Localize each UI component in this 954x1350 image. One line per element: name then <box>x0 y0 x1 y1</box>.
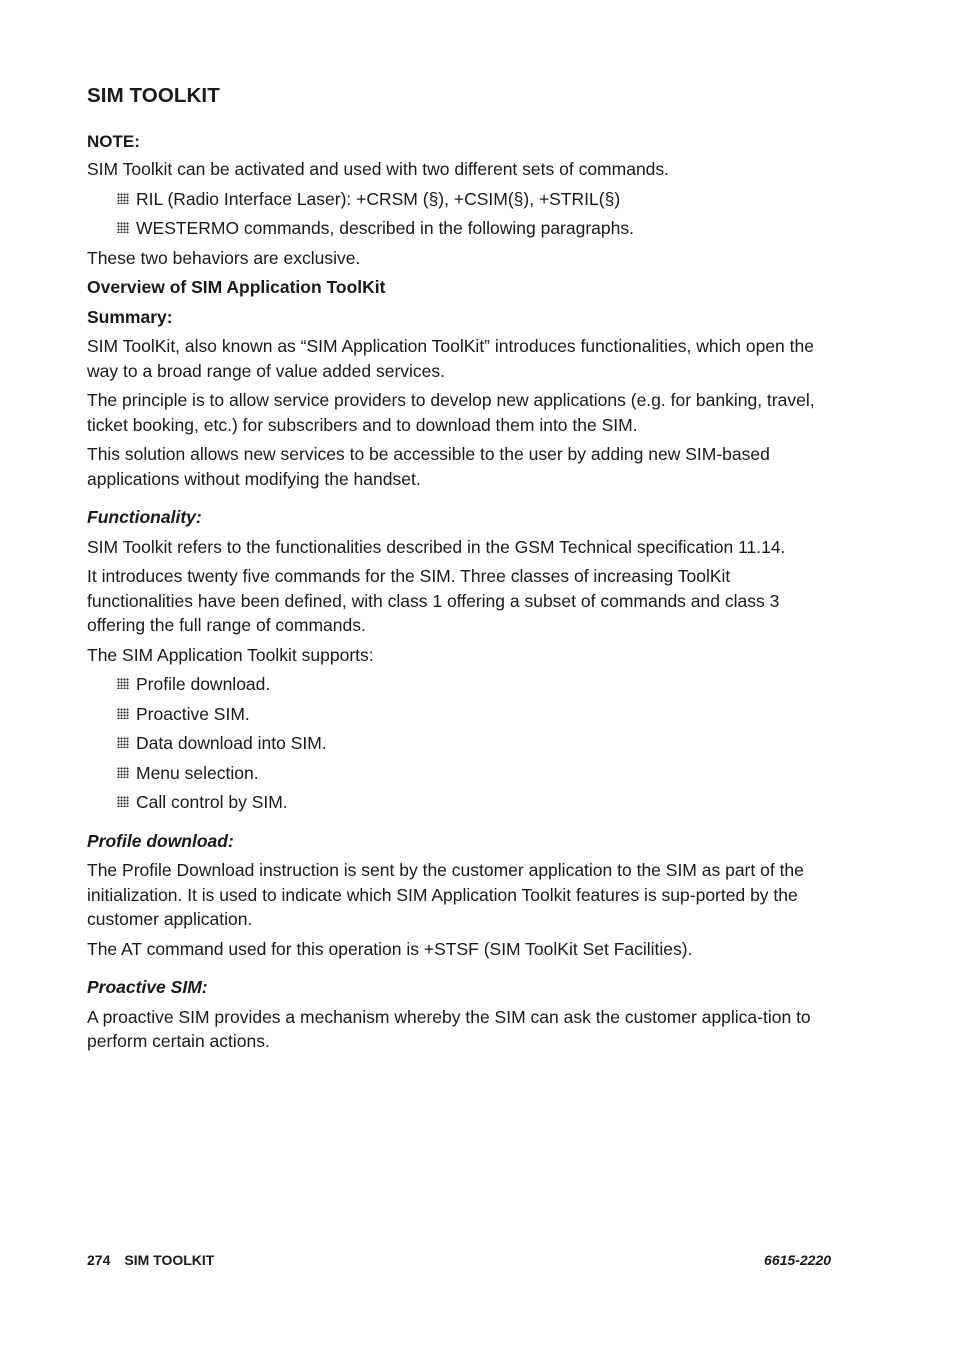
bullet-icon <box>117 222 129 233</box>
summary-paragraph: This solution allows new services to be accessible to the user by adding new SIM-based applications without modifying the handset. <box>87 444 770 489</box>
bullet-icon <box>117 796 129 807</box>
note-outro: These two behaviors are exclusive. <box>87 247 361 268</box>
section-title: SIM TOOLKIT <box>87 84 220 107</box>
bullet-icon <box>117 708 129 719</box>
list-item: Data download into SIM. <box>117 731 827 756</box>
functionality-paragraph: It introduces twenty five commands for the SIM. Three classes of increasing ToolKit functionalities have been defined, with class 1 offering a subset of commands and class 3 offering the full range of commands. <box>87 566 780 635</box>
profile-download-paragraph: The AT command used for this operation is +STSF (SIM ToolKit Set Facilities). <box>87 938 693 959</box>
list-item: Call control by SIM. <box>117 790 827 815</box>
note-intro: SIM Toolkit can be activated and used with two different sets of commands. <box>87 159 670 179</box>
bullet-icon <box>117 193 129 204</box>
list-item: RIL (Radio Interface Laser): +CRSM (§), +CSIM(§), +STRIL(§) <box>117 187 827 212</box>
list-item: WESTERMO commands, described in the following paragraphs. <box>117 216 827 241</box>
list-item: Profile download. <box>117 672 827 697</box>
page-content <box>87 82 827 1054</box>
functionality-heading: Functionality: <box>87 507 202 527</box>
note-title: NOTE: <box>87 132 140 151</box>
proactive-sim-heading: Proactive SIM: <box>87 977 208 997</box>
functionality-paragraph: SIM Toolkit refers to the functionalities described in the GSM Technical specification 11.14. <box>87 536 786 557</box>
bullet-icon <box>117 737 129 748</box>
functionality-paragraph: The SIM Application Toolkit supports: <box>87 644 374 665</box>
bullet-icon <box>117 767 129 778</box>
list-item: Menu selection. <box>117 761 827 786</box>
page-footer <box>87 1251 831 1269</box>
profile-download-paragraph: The Profile Download instruction is sent by the customer application to the SIM as part of the initialization. It is used to indicate which SIM Application Toolkit features is sup-ported by the customer application. <box>87 860 804 929</box>
proactive-sim-paragraph: A proactive SIM provides a mechanism whereby the SIM can ask the customer applica-tion to perform certain actions. <box>87 1006 811 1051</box>
list-item: Proactive SIM. <box>117 702 827 727</box>
bullet-icon <box>117 678 129 689</box>
overview-heading: Overview of SIM Application ToolKit <box>87 277 386 297</box>
summary-heading: Summary: <box>87 306 173 327</box>
profile-download-heading: Profile download: <box>87 830 234 851</box>
summary-paragraph: The principle is to allow service providers to develop new applications (e.g. for banking, travel, ticket booking, etc.) for subscribers and to download them into the SIM. <box>87 390 815 435</box>
footer-section: SIM TOOLKIT <box>124 1252 215 1268</box>
doc-id: 6615-2220 <box>764 1252 831 1268</box>
summary-paragraph: SIM ToolKit, also known as “SIM Application ToolKit” introduces functionalities, which open the way to a broad range of value added services. <box>87 336 814 381</box>
page-number: 274 <box>87 1252 111 1268</box>
